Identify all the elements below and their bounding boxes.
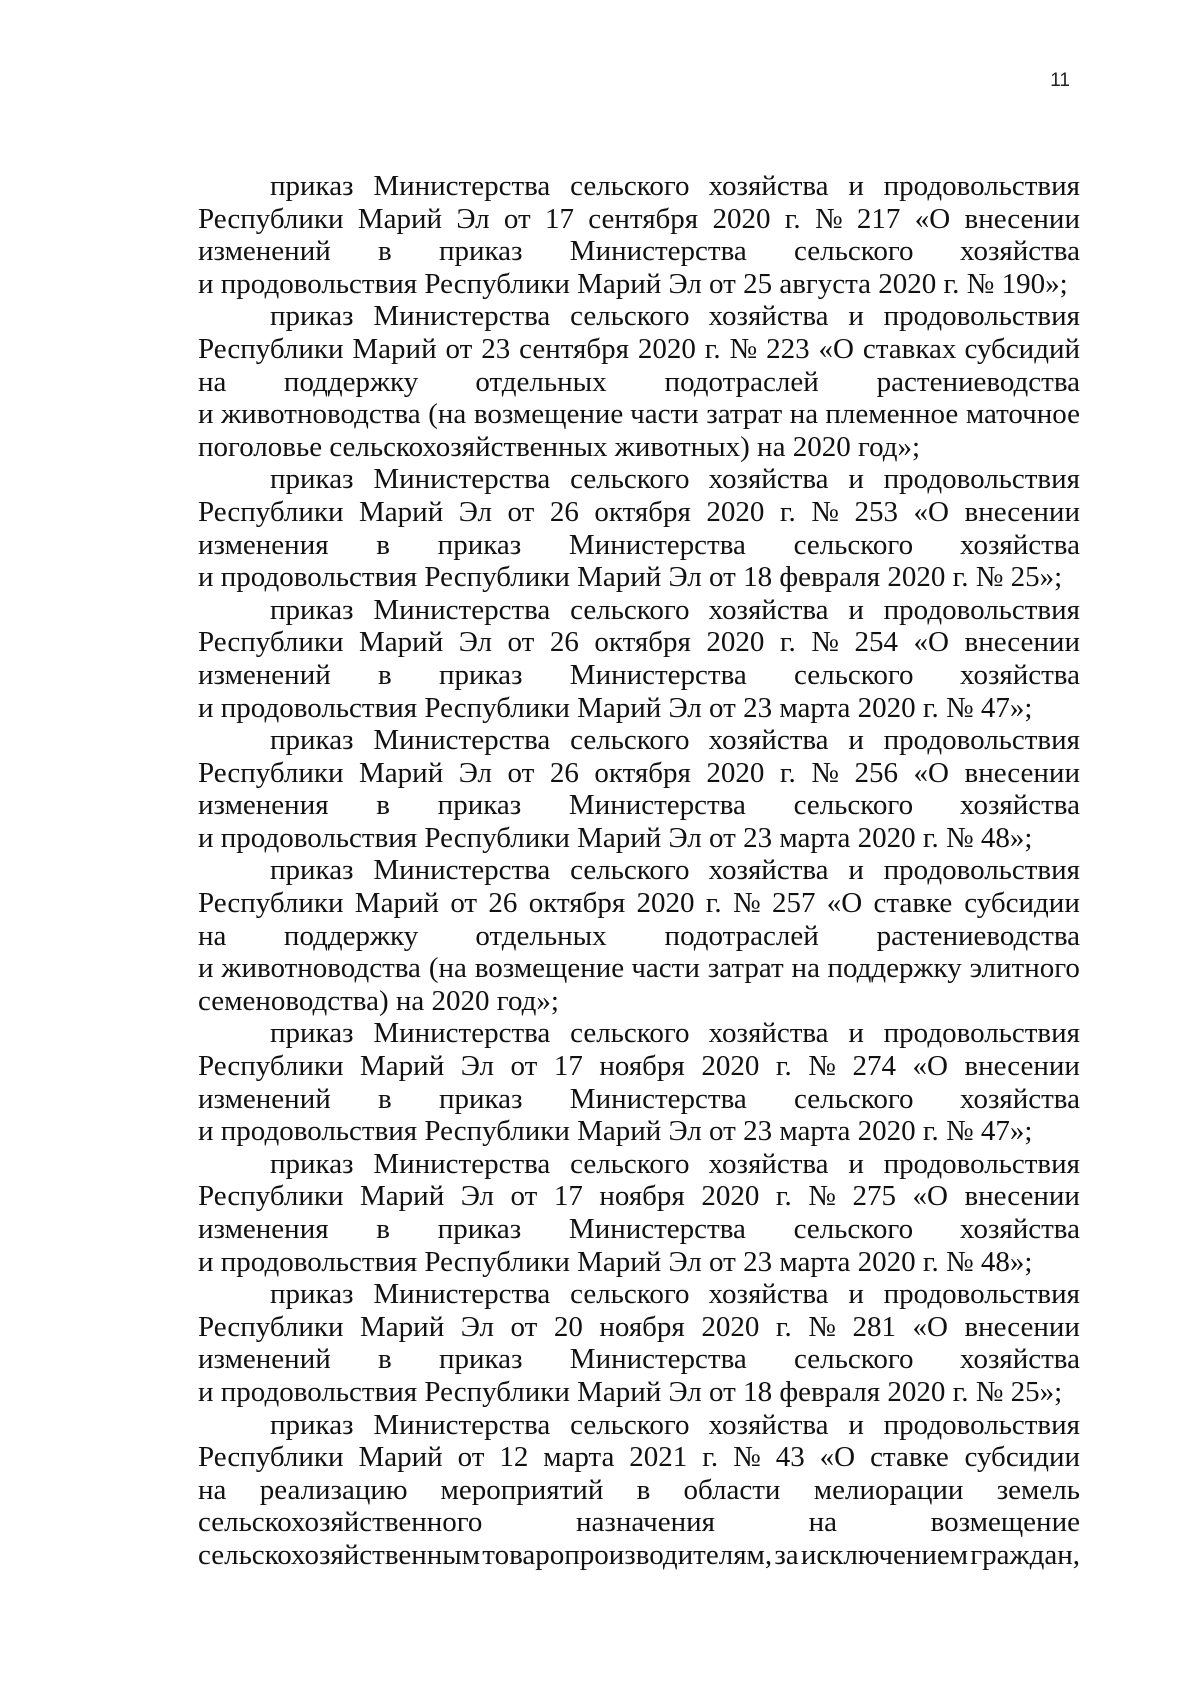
order-paragraph [198,1017,1080,1147]
paragraph-line: и животноводства (на возмещение части затрат на племенное маточное [198,398,1080,431]
paragraph-line: и продовольствия Республики Марий Эл от 23 марта 2020 г. № 47»; [198,691,1033,724]
paragraph-line: приказ Министерства сельского хозяйства и продовольствия [270,1147,1080,1180]
paragraph-line: на поддержку отдельных подотраслей растениеводства [198,365,1080,398]
paragraph-line: приказ Министерства сельского хозяйства и продовольствия [270,1408,1080,1441]
paragraph-line: приказ Министерства сельского хозяйства и продовольствия [270,1278,1080,1311]
page-number: 11 [1050,70,1070,91]
paragraph-line: Республики Марий от 26 октября 2020 г. № 257 «О ставке субсидии [198,887,1080,920]
paragraph-line: и продовольствия Республики Марий Эл от 18 февраля 2020 г. № 25»; [198,561,1063,594]
paragraph-line: изменений в приказ Министерства сельского хозяйства [198,658,1080,691]
paragraph-line: Республики Марий Эл от 26 октября 2020 г. № 253 «О внесении [198,495,1080,528]
order-paragraph [198,854,1080,1017]
paragraph-line: Республики Марий от 23 сентября 2020 г. № 223 «О ставках субсидий [198,332,1080,365]
paragraph-line: Республики Марий Эл от 20 ноября 2020 г. № 281 «О внесении [198,1310,1080,1343]
order-paragraph [198,1278,1080,1408]
paragraph-line: Республики Марий Эл от 17 ноября 2020 г. № 274 «О внесении [198,1050,1080,1083]
paragraph-line: приказ Министерства сельского хозяйства и продовольствия [270,170,1080,202]
paragraph-line: и продовольствия Республики Марий Эл от 18 февраля 2020 г. № 25»; [198,1375,1063,1408]
paragraph-line: Республики Марий Эл от 17 сентября 2020 г. № 217 «О внесении [198,202,1080,235]
paragraph-line: приказ Министерства сельского хозяйства и продовольствия [270,300,1080,333]
paragraph-line: изменения в приказ Министерства сельского хозяйства [198,528,1080,561]
paragraph-line: и продовольствия Республики Марий Эл от 23 марта 2020 г. № 48»; [198,821,1033,854]
paragraph-line: и продовольствия Республики Марий Эл от 25 августа 2020 г. № 190»; [198,267,1068,300]
paragraph-line: приказ Министерства сельского хозяйства и продовольствия [270,854,1080,887]
order-paragraph [198,463,1080,593]
paragraph-line: изменений в приказ Министерства сельского хозяйства [198,235,1080,268]
paragraph-line: поголовье сельскохозяйственных животных) на 2020 год»; [198,430,921,463]
paragraph-line: Республики Марий Эл от 17 ноября 2020 г. № 275 «О внесении [198,1180,1080,1213]
paragraph-line: приказ Министерства сельского хозяйства и продовольствия [270,724,1080,757]
paragraph-line: Республики Марий от 12 марта 2021 г. № 43 «О ставке субсидии [198,1441,1080,1474]
paragraph-line: семеноводства) на 2020 год»; [198,984,559,1017]
paragraph-line: сельскохозяйственного назначения на возмещение [198,1506,1080,1539]
paragraph-line: на реализацию мероприятий в области мелиорации земель [198,1473,1080,1506]
paragraph-line: приказ Министерства сельского хозяйства и продовольствия [270,593,1080,626]
paragraph-line: на поддержку отдельных подотраслей растениеводства [198,919,1080,952]
order-paragraph [198,1148,1080,1278]
paragraph-line: и продовольствия Республики Марий Эл от 23 марта 2020 г. № 48»; [198,1245,1033,1278]
paragraph-line: изменения в приказ Министерства сельского хозяйства [198,1213,1080,1245]
paragraph-line: приказ Министерства сельского хозяйства и продовольствия [270,463,1080,496]
paragraph-line: изменений в приказ Министерства сельского хозяйства [198,1082,1080,1115]
order-paragraph [198,170,1080,300]
order-paragraph [198,724,1080,854]
order-paragraph [198,1409,1080,1572]
paragraph-line: изменения в приказ Министерства сельского хозяйства [198,789,1080,822]
order-paragraph [198,594,1080,724]
paragraph-line: и животноводства (на возмещение части затрат на поддержку элитного [198,952,1080,985]
paragraph-line: приказ Министерства сельского хозяйства и продовольствия [270,1017,1080,1050]
document-body [198,170,1080,1572]
paragraph-line: изменений в приказ Министерства сельского хозяйства [198,1343,1080,1376]
paragraph-line: и продовольствия Республики Марий Эл от 23 марта 2020 г. № 47»; [198,1115,1033,1148]
order-paragraph [198,300,1080,463]
paragraph-line: Республики Марий Эл от 26 октября 2020 г. № 256 «О внесении [198,756,1080,789]
paragraph-line: Республики Марий Эл от 26 октября 2020 г. № 254 «О внесении [198,626,1080,659]
paragraph-line: сельскохозяйственнымтоваропроизводителям,заисключениемграждан, [198,1538,1080,1571]
